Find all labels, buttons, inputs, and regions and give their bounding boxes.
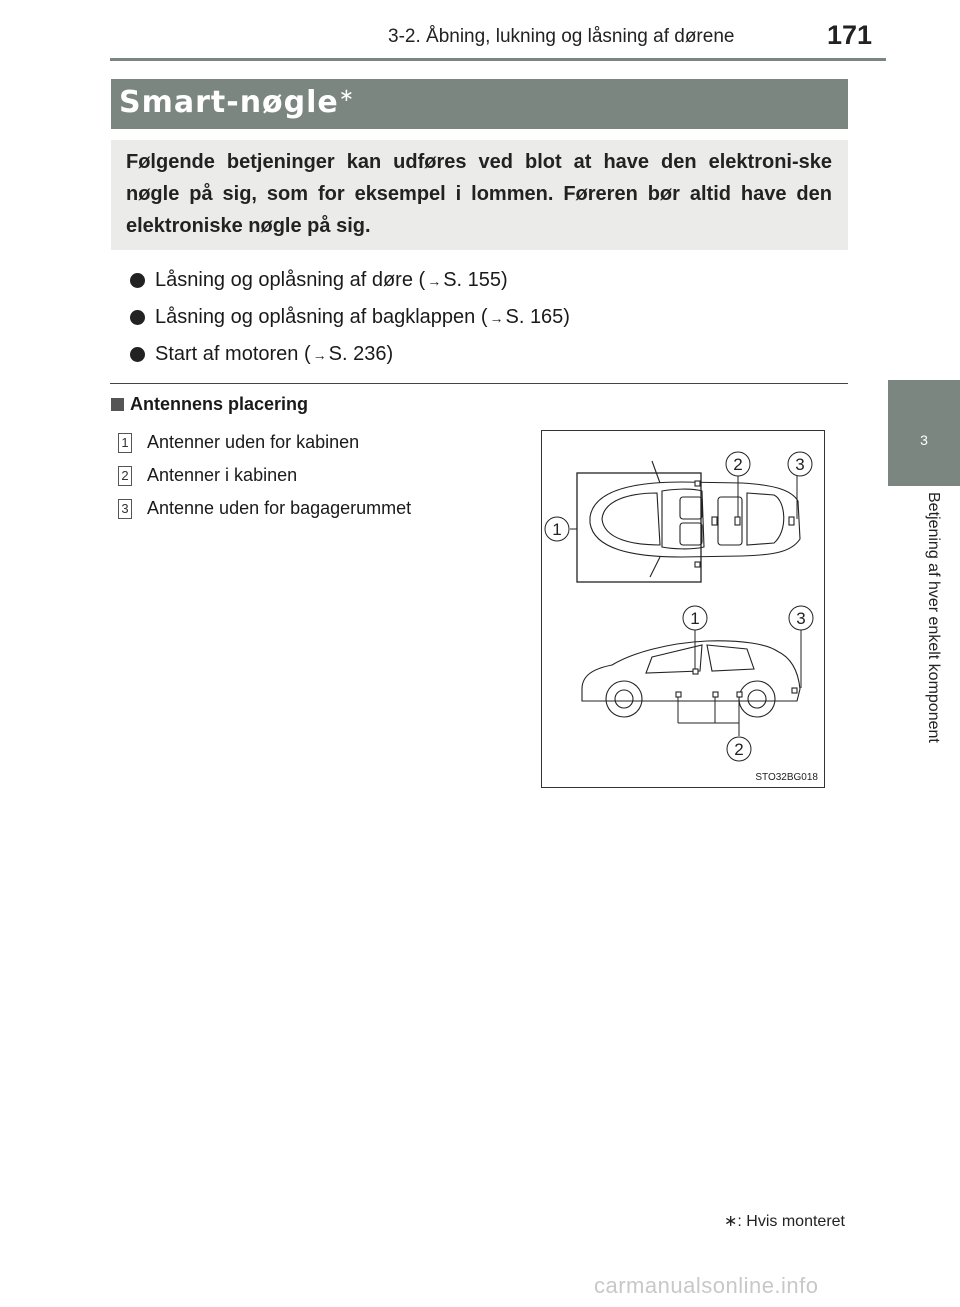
page-reference: S. 165) [505,306,570,328]
antenna-marker [676,692,681,697]
rear-wheel-hub [748,690,766,708]
callout-number: 3 [795,455,805,474]
bullet-list [130,262,570,373]
antenna-marker [693,669,698,674]
chapter-tab [888,380,960,486]
side-antenna-markers [676,669,797,697]
bullet-item [130,336,570,373]
page-number: 171 [827,20,873,50]
section-heading [111,394,308,415]
bullet-item [130,262,570,299]
legend-label: Antenner i kabinen [147,465,298,485]
front-wheel-hub [615,690,633,708]
antenna-location-figure [541,430,825,788]
page-reference: S. 236) [328,343,394,365]
legend-label: Antenner uden for kabinen [147,432,360,452]
car-antenna-diagram [542,431,824,787]
callout-number: 1 [690,609,700,628]
chapter-number: 3 [920,432,928,448]
antenna-marker [792,688,797,693]
legend-number: 3 [118,499,132,519]
antenna-marker [712,517,717,525]
page-reference: S. 155) [443,269,508,291]
callout-circles [545,452,813,761]
callout-number: 1 [552,520,562,539]
figure-code: STO32BG018 [755,772,818,783]
antenna-marker [695,562,700,567]
bullet-text: Låsning og oplåsning af døre ( [155,269,426,291]
section-heading-text: Antennens placering [130,394,309,414]
callout-number: 2 [734,740,744,759]
car-side-view [582,641,800,717]
title-asterisk: ∗ [338,85,355,106]
watermark: carmanualsonline.info [594,1273,819,1298]
antenna-marker [695,481,700,486]
legend-item [118,492,411,525]
front-wheel [606,681,642,717]
legend-number: 2 [118,466,132,486]
car-top-view [577,461,800,582]
title-text: Smart-nøgle [119,85,339,120]
top-leader-lines [570,476,797,529]
intro-box [111,140,848,250]
antenna-marker [735,517,740,525]
front-seat-left [680,497,702,519]
bullet-item [130,299,570,336]
arrow-right-icon: → [489,309,504,326]
rear-glass-outline [747,493,784,545]
bullet-dot-icon [130,347,145,362]
chapter-label: Betjening af hver enkelt komponent [925,492,942,743]
antenna-marker [789,517,794,525]
arrow-right-icon: → [312,346,327,363]
rear-wheel [739,681,775,717]
top-antenna-markers [695,481,794,567]
legend-label: Antenne uden for bagagerummet [147,498,412,518]
arrow-right-icon: → [427,272,442,289]
rear-door-window [707,645,754,671]
callout-number: 3 [796,609,806,628]
antenna-marker [713,692,718,697]
legend-item [118,459,411,492]
bullet-text: Start af motoren ( [155,343,311,365]
section-header-title: 3-2. Åbning, lukning og låsning af dørene [388,26,735,47]
page-title [119,85,355,120]
callout-number: 2 [733,455,743,474]
section-square-icon [111,398,124,411]
bullet-dot-icon [130,273,145,288]
bullet-dot-icon [130,310,145,325]
front-seat-right [680,523,702,545]
hood-outline [602,493,660,545]
bullet-text: Låsning og oplåsning af bagklappen ( [155,306,488,328]
section-divider [110,383,848,384]
footnote: ∗: Hvis monteret [724,1213,845,1230]
legend-item [118,426,411,459]
antenna-marker [737,692,742,697]
intro-text: Følgende betjeninger kan udføres ved blot at have den elektroni-ske nøgle på sig, som for eksempel i lommen. Føreren bør altid have den elektroniske nøgle på sig. [126,151,832,237]
title-banner [111,79,848,129]
header-rule [110,58,886,61]
antenna-legend [118,426,411,525]
legend-number: 1 [118,433,132,453]
